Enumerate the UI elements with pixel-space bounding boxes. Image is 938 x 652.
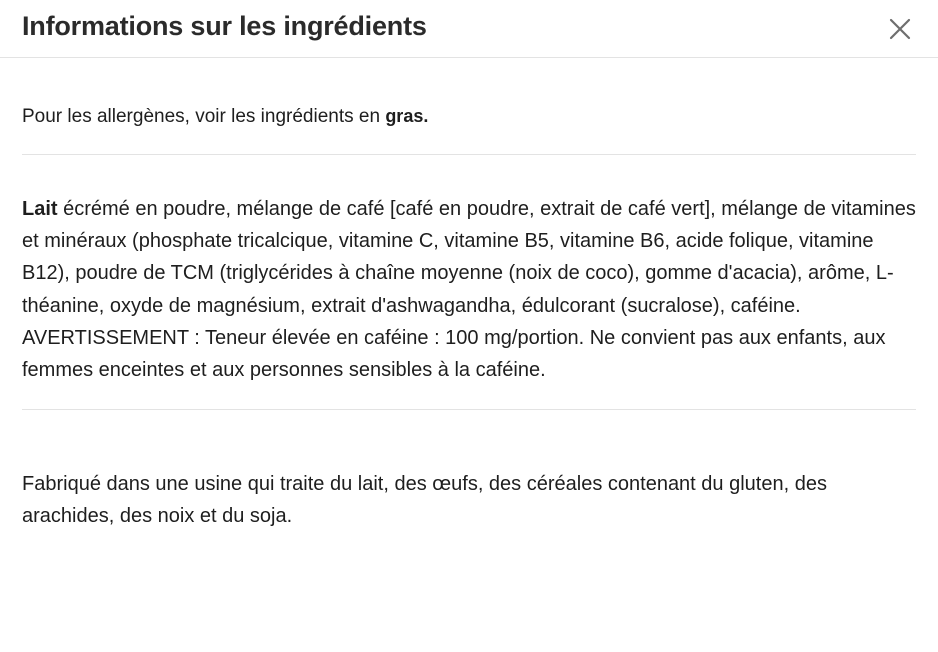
allergen-note [22, 77, 916, 155]
ingredients-lead-allergen: Lait [22, 197, 58, 220]
ingredients-list [22, 175, 916, 410]
allergen-note-emphasis: gras. [385, 106, 429, 126]
page-title: Informations sur les ingrédients [22, 10, 427, 41]
modal-body [0, 58, 938, 652]
close-button[interactable] [880, 9, 920, 49]
manufacturing-note: Fabriqué dans une usine qui traite du lait, des œufs, des céréales contenant du gluten, des arachides, des noix et du soja. [22, 472, 827, 528]
ingredients-body-text: écrémé en poudre, mélange de café [café en poudre, extrait de café vert], mélange de vitamines et minéraux (phosphate tricalcique, vitamine C, vitamine B5, vitamine B6, acide folique, vitamine B12), poudre de TCM (triglycérides à chaîne moyenne (noix de coco), gomme d'acacia), arôme, L-théanine, oxyde de magnésium, extrait d'ashwagandha, édulcorant (sucralose), caféine. AVERTISSEMENT : Teneur élevée en caféine : 100 mg/portion. Ne convient pas aux enfants, aux femmes enceintes et aux personnes sensibles à la caféine. [22, 197, 916, 382]
modal-header [0, 0, 938, 58]
allergen-note-text: Pour les allergènes, voir les ingrédients en [22, 106, 386, 127]
close-icon [885, 14, 915, 44]
